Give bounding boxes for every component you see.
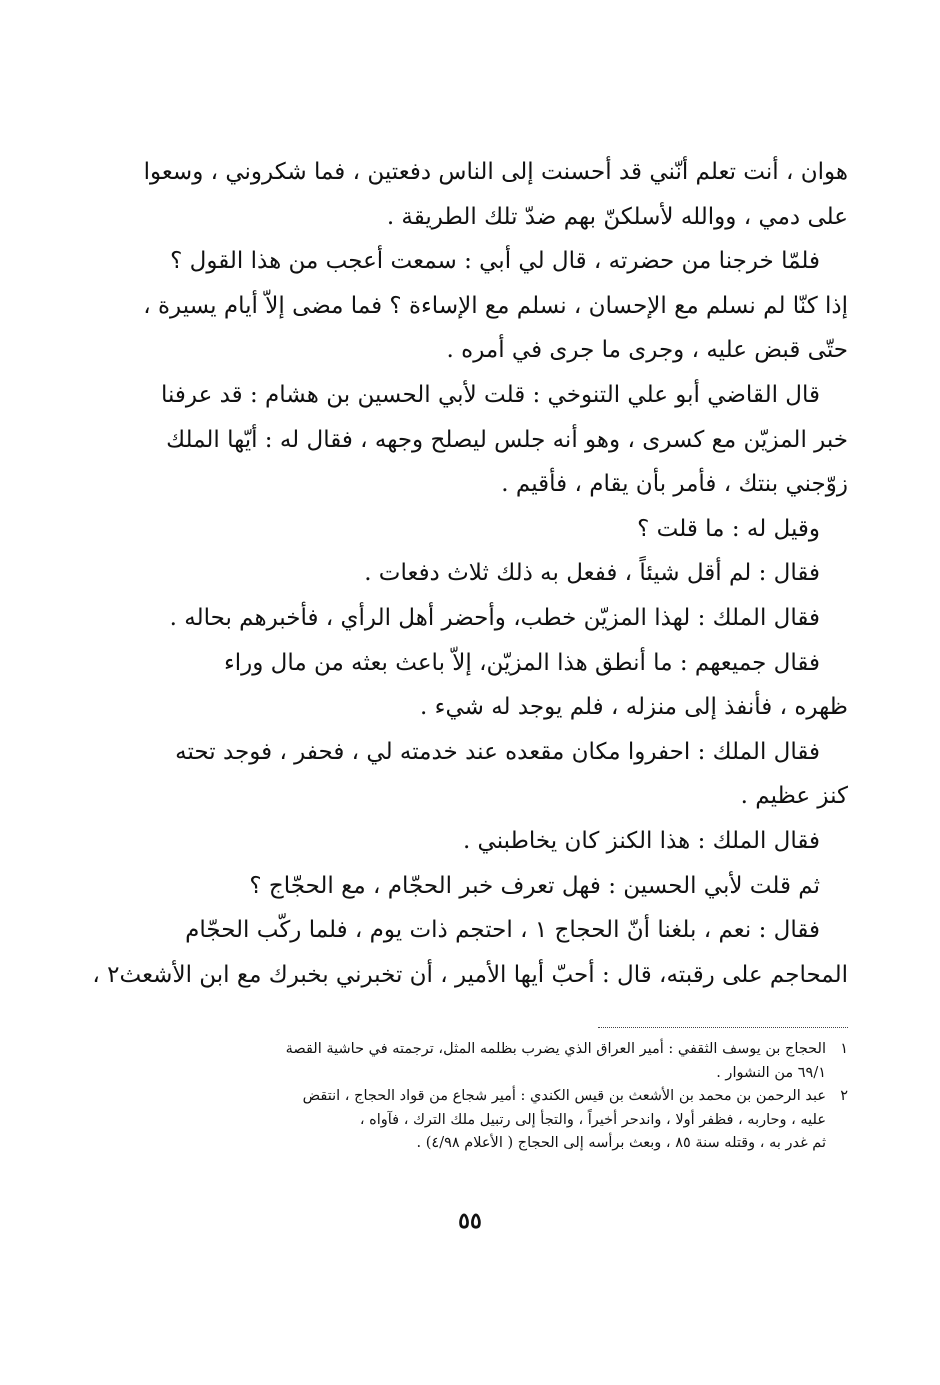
body-line: فقال : نعم ، بلغنا أنّ الحجاج ١ ، احتجم ذات يوم ، فلما ركّب الحجّام [185,917,820,944]
body-line: فقال : لم أقل شيئاً ، ففعل به ذلك ثلاث دفعات . [364,560,820,587]
body-text [92,150,848,997]
footnote-divider [598,1027,848,1028]
footnotes [168,1038,848,1156]
footnote-line [168,1038,848,1062]
body-line: خبر المزيّن مع كسرى ، وهو أنه جلس ليصلح وجهه ، فقال له : أيّها الملك [166,426,848,453]
footnote-number: ١ [840,1041,848,1057]
body-line: ثم قلت لأبي الحسين : فهل تعرف خبر الحجّام ، مع الحجّاج ؟ [249,872,820,899]
body-line: فقال الملك : احفروا مكان مقعده عند خدمته لي ، فحفر ، فوجد تحته [175,738,820,765]
body-line: زوّجني بنتك ، فأمر بأن يقام ، فأقيم . [501,471,848,498]
footnote-line: عليه ، وحاربه ، فظفر أولا ، واندحر أخيراً ، والتجأ إلى رتبيل ملك الترك ، فآواه ، [359,1111,826,1128]
body-line: إذا كنّا لم نسلم مع الإحسان ، نسلم مع الإساءة ؟ فما مضى إلاّ أيام يسيرة ، [143,292,848,319]
footnote-text: الحجاج بن يوسف الثقفي : أمير العراق الذي يضرب بظلمه المثل، ترجمته في حاشية القصة [285,1041,826,1057]
body-line: المحاجم على رقبته، قال : أحبّ أيها الأمير ، أن تخبرني بخبرك مع ابن الأشعث٢ ، [92,961,848,988]
body-line: قال القاضي أبو علي التنوخي : قلت لأبي الحسين بن هشام : قد عرفنا [160,381,820,408]
body-line: كنز عظيم . [740,783,848,810]
body-line: هوان ، أنت تعلم أنّني قد أحسنت إلى الناس دفعتين ، فما شكروني ، وسعوا [143,159,848,185]
body-line: حتّى قبض عليه ، وجرى ما جرى في أمره . [446,337,848,364]
footnote-line [168,1085,848,1109]
footnote-line: ثم غدر به ، وقتله سنة ٨٥ ، وبعث برأسه إلى الحجاج ( الأعلام ٤/٩٨) . [416,1135,826,1151]
body-line: وقيل له : ما قلت ؟ [637,515,820,542]
body-line: فقال جميعهم : ما أنطق هذا المزيّن، إلاّ باعث بعثه من مال وراء [223,649,820,676]
body-line: فقال الملك : هذا الكنز كان يخاطبني . [462,827,820,854]
body-line: ظهره ، فأنفذ إلى منزله ، فلم يوجد له شيء . [420,694,848,721]
body-line: على دمي ، ووالله لأسلكنّ بهم ضدّ تلك الطريقة . [386,203,848,230]
footnote-line: ٦٩/١ من النشوار . [716,1064,826,1081]
page-number: ٥٥ [458,1208,482,1234]
body-line: فقال الملك : لهذا المزيّن خطب، وأحضر أهل الرأي ، فأخبرهم بحاله . [169,604,820,631]
footnote-number: ٢ [840,1088,848,1104]
body-line: فلمّا خرجنا من حضرته ، قال لي أبي : سمعت أعجب من هذا القول ؟ [170,248,820,275]
footnote-text: عبد الرحمن بن محمد بن الأشعث بن قيس الكندي : أمير شجاع من قواد الحجاج ، انتقض [302,1088,826,1104]
